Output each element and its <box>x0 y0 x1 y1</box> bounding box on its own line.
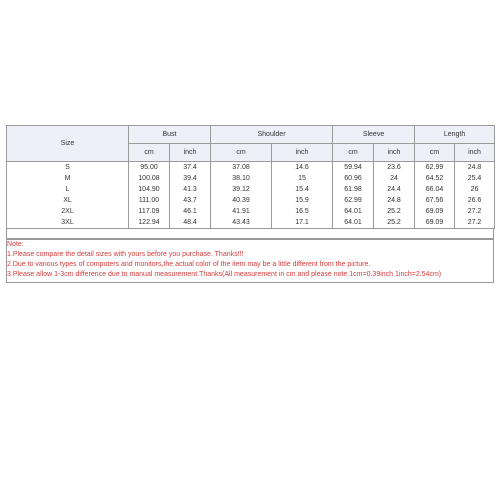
table-cell: 39.12 <box>211 184 272 195</box>
table-row <box>7 206 495 217</box>
table-cell: 111.00 <box>129 195 170 206</box>
table-cell: 24.4 <box>374 184 415 195</box>
table-cell: 15 <box>272 173 333 184</box>
table-cell: 27.2 <box>455 206 495 217</box>
table-cell: 60.96 <box>333 173 374 184</box>
unit-header: inch <box>272 144 333 162</box>
table-cell: 41.91 <box>211 206 272 217</box>
size-header: Size <box>7 126 129 162</box>
table-cell: 69.09 <box>415 217 455 229</box>
table-cell: 37.4 <box>170 162 211 174</box>
unit-header: cm <box>129 144 170 162</box>
size-cell: S <box>7 162 129 174</box>
table-row <box>7 173 495 184</box>
table-cell: 100.08 <box>129 173 170 184</box>
size-cell: XL <box>7 195 129 206</box>
unit-header: cm <box>211 144 272 162</box>
table-cell: 46.1 <box>170 206 211 217</box>
table-cell: 15.9 <box>272 195 333 206</box>
table-cell: 14.6 <box>272 162 333 174</box>
table-cell: 23.6 <box>374 162 415 174</box>
table-cell: 16.5 <box>272 206 333 217</box>
bust-header: Bust <box>129 126 211 144</box>
unit-header: inch <box>374 144 415 162</box>
table-cell: 25.2 <box>374 217 415 229</box>
table-cell: 64.01 <box>333 217 374 229</box>
table-cell: 67.56 <box>415 195 455 206</box>
table-cell: 66.04 <box>415 184 455 195</box>
size-cell: L <box>7 184 129 195</box>
table-cell: 24 <box>374 173 415 184</box>
size-cell: M <box>7 173 129 184</box>
table-cell: 15.4 <box>272 184 333 195</box>
unit-header: inch <box>455 144 495 162</box>
table-row <box>7 217 495 229</box>
table-row <box>7 184 495 195</box>
table-cell: 43.43 <box>211 217 272 229</box>
table-cell: 17.1 <box>272 217 333 229</box>
table-cell: 43.7 <box>170 195 211 206</box>
notes-box <box>6 239 494 283</box>
table-cell: 24.8 <box>374 195 415 206</box>
note-line-2: 2.Due to various types of computers and monitors,the actual color of the item may be a little different from the picture. <box>7 261 371 268</box>
table-cell: 61.98 <box>333 184 374 195</box>
note-heading: Note: <box>7 241 24 248</box>
shoulder-header: Shoulder <box>211 126 333 144</box>
table-cell: 24.8 <box>455 162 495 174</box>
table-cell: 59.94 <box>333 162 374 174</box>
unit-header: inch <box>170 144 211 162</box>
table-spacer <box>6 229 494 239</box>
table-cell: 38.10 <box>211 173 272 184</box>
size-table <box>6 125 495 229</box>
table-cell: 48.4 <box>170 217 211 229</box>
table-cell: 62.99 <box>415 162 455 174</box>
note-line-1: 1.Please compare the detail sizes with yours before you purchase. Thanks!!! <box>7 251 244 258</box>
table-cell: 37.08 <box>211 162 272 174</box>
table-cell: 117.09 <box>129 206 170 217</box>
table-cell: 41.3 <box>170 184 211 195</box>
table-cell: 104.90 <box>129 184 170 195</box>
group-header-row <box>7 126 495 144</box>
table-row <box>7 195 495 206</box>
table-row <box>7 162 495 174</box>
unit-header: cm <box>333 144 374 162</box>
table-cell: 39.4 <box>170 173 211 184</box>
table-cell: 69.09 <box>415 206 455 217</box>
sleeve-header: Sleeve <box>333 126 415 144</box>
size-cell: 3XL <box>7 217 129 229</box>
unit-header: cm <box>415 144 455 162</box>
table-cell: 25.4 <box>455 173 495 184</box>
table-cell: 25.2 <box>374 206 415 217</box>
size-chart <box>6 125 494 283</box>
table-cell: 27.2 <box>455 217 495 229</box>
table-cell: 40.39 <box>211 195 272 206</box>
size-cell: 2XL <box>7 206 129 217</box>
note-line-3: 3.Please allow 1-3cm difference due to manual measurement.Thanks(All measurement in cm and please note 1cm=0.39inch 1inch=2.54cm) <box>7 271 442 278</box>
size-table-body <box>7 162 495 229</box>
table-cell: 26.6 <box>455 195 495 206</box>
table-cell: 26 <box>455 184 495 195</box>
table-cell: 64.01 <box>333 206 374 217</box>
table-cell: 64.52 <box>415 173 455 184</box>
length-header: Length <box>415 126 495 144</box>
table-cell: 122.94 <box>129 217 170 229</box>
table-cell: 95.00 <box>129 162 170 174</box>
table-cell: 62.99 <box>333 195 374 206</box>
